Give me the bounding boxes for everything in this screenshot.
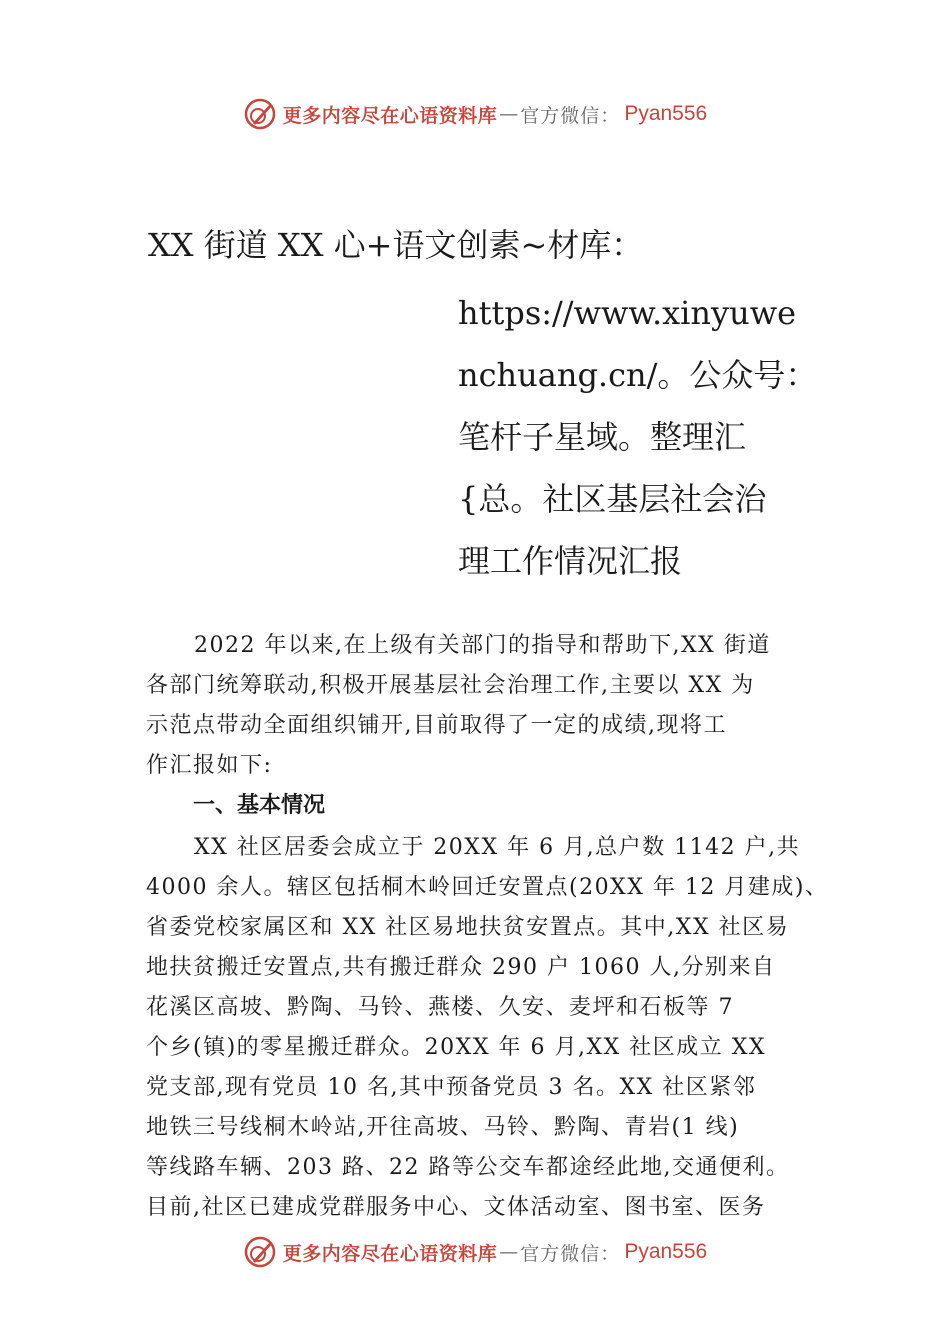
paragraph-line: 示范点带动全面组织铺开,目前取得了一定的成绩,现将工	[146, 713, 727, 738]
title-line: nchuang.cn/。公众号：	[458, 356, 818, 394]
document-title-block	[458, 282, 818, 592]
paragraph-line: 作汇报如下:	[146, 753, 273, 778]
paragraph-line: 地铁三号线桐木岭站,开往高坡、马铃、黔陶、青岩(1 线)	[146, 1115, 740, 1140]
paragraph-line: XX 社区居委会成立于 20XX 年 6 月,总户数 1142 户,共	[194, 835, 801, 860]
paragraph-line: 省委党校家属区和 XX 社区易地扶贫安置点。其中,XX 社区易	[146, 915, 790, 940]
intro-paragraph	[146, 626, 811, 786]
banner-wechat-id: Pyan556	[624, 1240, 708, 1263]
pen-logo-icon	[243, 1235, 277, 1269]
banner-wechat-id: Pyan556	[624, 102, 708, 125]
pen-logo-icon	[243, 97, 277, 131]
title-line: 理工作情况汇报	[458, 542, 683, 580]
footer-banner	[0, 1232, 950, 1272]
paragraph-line: 各部门统筹联动,积极开展基层社会治理工作,主要以 XX 为	[146, 673, 755, 698]
banner-wechat-label: 官方微信：	[520, 1242, 621, 1265]
header-banner	[0, 94, 950, 134]
paragraph-line: 地扶贫搬迁安置点,共有搬迁群众 290 户 1060 人,分别来自	[146, 955, 776, 980]
banner-text: 更多内容尽在心语资料库	[282, 104, 498, 127]
banner-dash: —	[499, 103, 519, 125]
paragraph-line: 2022 年以来,在上级有关部门的指导和帮助下,XX 街道	[194, 633, 771, 658]
paragraph-line: 4000 余人。辖区包括桐木岭回迁安置点(20XX 年 12 月建成)、	[146, 875, 829, 900]
banner-dash: —	[499, 1241, 519, 1263]
title-line: 笔杆子星域。整理汇	[458, 418, 747, 456]
document-title-line1: XX 街道 XX 心+语文创素~材库：	[148, 226, 644, 264]
basic-info-paragraph	[146, 828, 829, 1228]
title-line: {总。社区基层社会治	[458, 480, 767, 518]
paragraph-line: 党支部,现有党员 10 名,其中预备党员 3 名。XX 社区紧邻	[146, 1075, 757, 1100]
title-line: https://www.xinyuwe	[458, 294, 797, 332]
paragraph-line: 个乡(镇)的零星搬迁群众。20XX 年 6 月,XX 社区成立 XX	[146, 1035, 767, 1060]
banner-text: 更多内容尽在心语资料库	[282, 1242, 498, 1265]
paragraph-line: 花溪区高坡、黔陶、马铃、燕楼、久安、麦坪和石板等 7	[146, 995, 734, 1020]
banner-wechat-label: 官方微信：	[520, 104, 621, 127]
section-heading: 一、基本情况	[193, 793, 326, 818]
paragraph-line: 等线路车辆、203 路、22 路等公交车都途经此地,交通便利。	[146, 1155, 790, 1180]
paragraph-line: 目前,社区已建成党群服务中心、文体活动室、图书室、医务	[146, 1195, 766, 1220]
